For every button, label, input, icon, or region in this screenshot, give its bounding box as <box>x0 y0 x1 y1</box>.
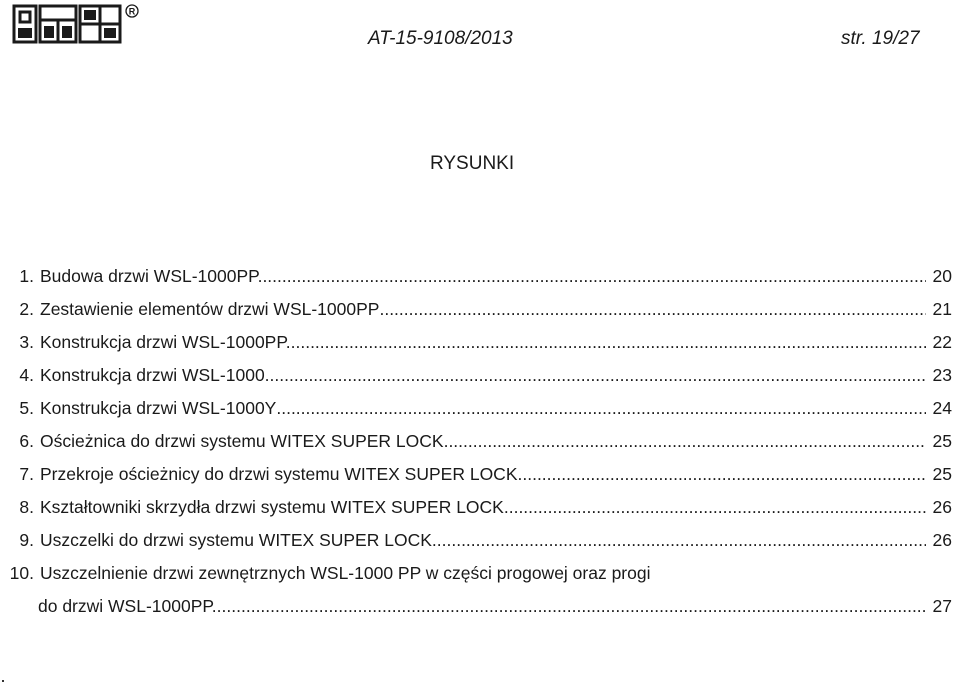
toc-item-title: Ościeżnica do drzwi systemu WITEX SUPER LOCK <box>40 431 444 451</box>
toc-item-title: Uszczelki do drzwi systemu WITEX SUPER LOCK <box>40 530 432 550</box>
toc-item-page: 26 <box>932 530 952 550</box>
toc-item-number: 7. <box>19 464 34 484</box>
document-number: AT-15-9108/2013 <box>368 28 513 49</box>
toc-dot-leader <box>291 326 926 359</box>
toc-dot-leader <box>444 425 926 458</box>
toc-item-continuation[interactable] <box>8 590 952 623</box>
toc-item-page: 20 <box>932 266 952 286</box>
toc-item-number: 8. <box>19 497 34 517</box>
toc-item[interactable] <box>8 260 952 293</box>
toc-item-title: Konstrukcja drzwi WSL-1000PP. <box>40 332 291 352</box>
toc-item[interactable] <box>8 557 952 590</box>
toc-item-number: 3. <box>19 332 34 352</box>
toc-item-title-continued: do drzwi WSL-1000PP. <box>38 596 217 616</box>
page-mark <box>2 680 4 682</box>
itb-logo <box>12 2 142 46</box>
toc-item-page: 25 <box>932 431 952 451</box>
toc-item[interactable] <box>8 392 952 425</box>
table-of-contents <box>8 260 952 623</box>
toc-item[interactable] <box>8 425 952 458</box>
toc-item-title: Budowa drzwi WSL-1000PP. <box>40 266 263 286</box>
toc-item-title: Przekroje ościeżnicy do drzwi systemu WITEX SUPER LOCK <box>40 464 518 484</box>
toc-dot-leader <box>518 458 927 491</box>
toc-item-title: Uszczelnienie drzwi zewnętrznych WSL-1000 PP w części progowej oraz progi <box>40 563 651 583</box>
toc-item-page: 26 <box>932 497 952 517</box>
toc-item-page: 21 <box>932 299 952 319</box>
section-title: RYSUNKI <box>430 153 515 174</box>
toc-item-title: Zestawienie elementów drzwi WSL-1000PP <box>40 299 380 319</box>
toc-item-number: 6. <box>19 431 34 451</box>
toc-item-page: 25 <box>932 464 952 484</box>
toc-item-page: 22 <box>932 332 952 352</box>
toc-dot-leader <box>276 392 926 425</box>
toc-item[interactable] <box>8 359 952 392</box>
toc-dot-leader <box>379 293 926 326</box>
toc-item-page: 23 <box>932 365 952 385</box>
toc-dot-leader <box>504 491 926 524</box>
toc-item[interactable] <box>8 524 952 557</box>
toc-item-number: 1. <box>19 266 34 286</box>
toc-item-page: 27 <box>932 596 952 616</box>
toc-dot-leader <box>270 359 926 392</box>
toc-item-number: 4. <box>19 365 34 385</box>
toc-item-number: 2. <box>19 299 34 319</box>
page-number: str. 19/27 <box>841 28 920 49</box>
toc-item-number: 10. <box>9 563 34 583</box>
toc-dot-leader <box>217 590 926 623</box>
toc-item-number: 9. <box>19 530 34 550</box>
toc-item-title: Konstrukcja drzwi WSL-1000Y <box>40 398 277 418</box>
toc-dot-leader <box>432 524 926 557</box>
toc-item-number: 5. <box>19 398 34 418</box>
toc-item-title: Konstrukcja drzwi WSL-1000. <box>40 365 270 385</box>
toc-item[interactable] <box>8 326 952 359</box>
toc-item-page: 24 <box>932 398 952 418</box>
toc-dot-leader <box>262 260 926 293</box>
svg-text:R: R <box>128 6 136 17</box>
toc-item-title: Kształtowniki skrzydła drzwi systemu WITEX SUPER LOCK <box>40 497 504 517</box>
toc-item[interactable] <box>8 293 952 326</box>
toc-item[interactable] <box>8 458 952 491</box>
toc-item[interactable] <box>8 491 952 524</box>
